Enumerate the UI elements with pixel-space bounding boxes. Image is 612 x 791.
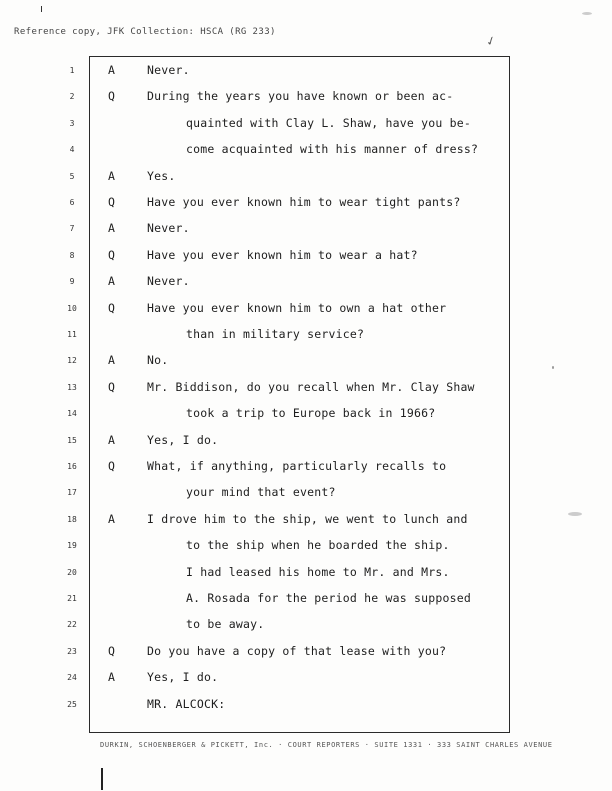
scan-speck bbox=[568, 512, 582, 516]
speaker-label: A bbox=[108, 432, 115, 447]
line-number: 2 bbox=[69, 92, 75, 102]
transcript-line bbox=[0, 378, 612, 404]
scan-speck bbox=[582, 12, 592, 15]
transcript-line bbox=[0, 615, 612, 641]
handwritten-mark: ✓ bbox=[483, 32, 499, 50]
speaker-label: Q bbox=[108, 195, 115, 209]
line-number: 10 bbox=[67, 303, 77, 313]
line-number: 22 bbox=[67, 620, 77, 630]
transcript-line bbox=[0, 114, 612, 140]
transcript-line bbox=[0, 272, 612, 298]
line-text: Yes. bbox=[147, 168, 176, 183]
reference-header: Reference copy, JFK Collection: HSCA (RG 233) bbox=[14, 27, 276, 37]
line-number: 7 bbox=[69, 224, 75, 234]
transcript-line bbox=[0, 193, 612, 219]
speaker-label: Q bbox=[108, 459, 115, 473]
transcript-line bbox=[0, 431, 612, 457]
speaker-label: Q bbox=[108, 89, 115, 104]
transcript-line bbox=[0, 457, 612, 483]
transcript-line bbox=[0, 642, 612, 668]
line-text: Have you ever known him to wear a hat? bbox=[147, 247, 418, 262]
line-text: Mr. Biddison, do you recall when Mr. Clay Shaw bbox=[147, 379, 475, 394]
transcript-line bbox=[0, 351, 612, 377]
transcript-line bbox=[0, 668, 612, 694]
line-text: Never. bbox=[147, 63, 190, 77]
line-number: 12 bbox=[67, 356, 77, 366]
line-number: 11 bbox=[67, 330, 77, 339]
line-text: During the years you have known or been ac- bbox=[147, 89, 454, 104]
line-number: 20 bbox=[67, 567, 77, 577]
line-text: to be away. bbox=[186, 617, 265, 632]
line-number: 9 bbox=[69, 277, 75, 287]
line-number: 13 bbox=[67, 382, 77, 392]
line-text: quainted with Clay L. Shaw, have you be- bbox=[186, 115, 471, 130]
line-text: Never. bbox=[147, 274, 190, 289]
line-text: MR. ALCOCK: bbox=[147, 696, 226, 711]
transcript-line bbox=[0, 404, 612, 430]
speaker-label: Q bbox=[108, 643, 115, 658]
line-text: come acquainted with his manner of dress? bbox=[186, 142, 479, 157]
line-text: I had leased his home to Mr. and Mrs. bbox=[186, 564, 450, 579]
transcript-line bbox=[0, 510, 612, 536]
line-text: Never. bbox=[147, 221, 190, 236]
line-number: 19 bbox=[67, 541, 77, 551]
transcript-line bbox=[0, 219, 612, 245]
speaker-label: Q bbox=[108, 247, 115, 262]
speaker-label: A bbox=[108, 511, 115, 526]
line-text: your mind that event? bbox=[186, 485, 336, 500]
speaker-label: Q bbox=[108, 300, 115, 315]
transcript-line bbox=[0, 87, 612, 113]
transcript-line bbox=[0, 589, 612, 615]
line-text: to the ship when he boarded the ship. bbox=[186, 538, 450, 553]
speaker-label: A bbox=[108, 63, 115, 77]
line-number: 6 bbox=[69, 198, 75, 207]
line-text: No. bbox=[147, 353, 169, 368]
speaker-label: A bbox=[108, 221, 115, 236]
line-number: 14 bbox=[67, 409, 77, 419]
line-text: took a trip to Europe back in 1966? bbox=[186, 406, 436, 421]
line-number: 16 bbox=[67, 462, 77, 471]
line-number: 15 bbox=[67, 435, 77, 445]
transcript-line bbox=[0, 563, 612, 589]
line-number: 18 bbox=[67, 514, 77, 524]
line-text: I drove him to the ship, we went to lunch and bbox=[147, 511, 468, 526]
line-number: 23 bbox=[67, 646, 77, 656]
line-number: 25 bbox=[67, 699, 77, 709]
transcript-line bbox=[0, 483, 612, 509]
line-text: What, if anything, particularly recalls to bbox=[147, 459, 447, 473]
line-text: Yes, I do. bbox=[147, 670, 219, 685]
line-text: Have you ever known him to own a hat other bbox=[147, 300, 447, 315]
speaker-label: A bbox=[108, 353, 115, 368]
line-number: 8 bbox=[69, 250, 75, 260]
transcript-line bbox=[0, 246, 612, 272]
speaker-label: Q bbox=[108, 379, 115, 394]
line-number: 3 bbox=[69, 118, 75, 128]
line-number: 4 bbox=[69, 145, 75, 155]
speaker-label: A bbox=[108, 274, 115, 289]
line-text: A. Rosada for the period he was supposed bbox=[186, 591, 471, 605]
transcript-line bbox=[0, 167, 612, 193]
line-number: 5 bbox=[69, 171, 75, 181]
line-text: Have you ever known him to wear tight pants? bbox=[147, 195, 461, 209]
line-number: 21 bbox=[67, 594, 77, 603]
margin-mark bbox=[101, 768, 103, 790]
transcript-line bbox=[0, 299, 612, 325]
line-text: Yes, I do. bbox=[147, 432, 219, 447]
line-text: Do you have a copy of that lease with you? bbox=[147, 643, 447, 658]
transcript-line bbox=[0, 695, 612, 721]
speaker-label: A bbox=[108, 168, 115, 183]
scan-speck bbox=[552, 366, 554, 369]
line-number: 17 bbox=[67, 488, 77, 498]
transcript-line bbox=[0, 61, 612, 87]
transcript-line bbox=[0, 536, 612, 562]
transcript-line bbox=[0, 325, 612, 351]
line-number: 1 bbox=[69, 66, 75, 75]
speaker-label: A bbox=[108, 670, 115, 685]
line-text: than in military service? bbox=[186, 327, 365, 341]
court-reporter-footer: DURKIN, SCHOENBERGER & PICKETT, Inc. · COURT REPORTERS · SUITE 1331 · 333 SAINT CHARLES AVENUE bbox=[100, 741, 553, 749]
line-number: 24 bbox=[67, 673, 77, 683]
transcript-line bbox=[0, 140, 612, 166]
